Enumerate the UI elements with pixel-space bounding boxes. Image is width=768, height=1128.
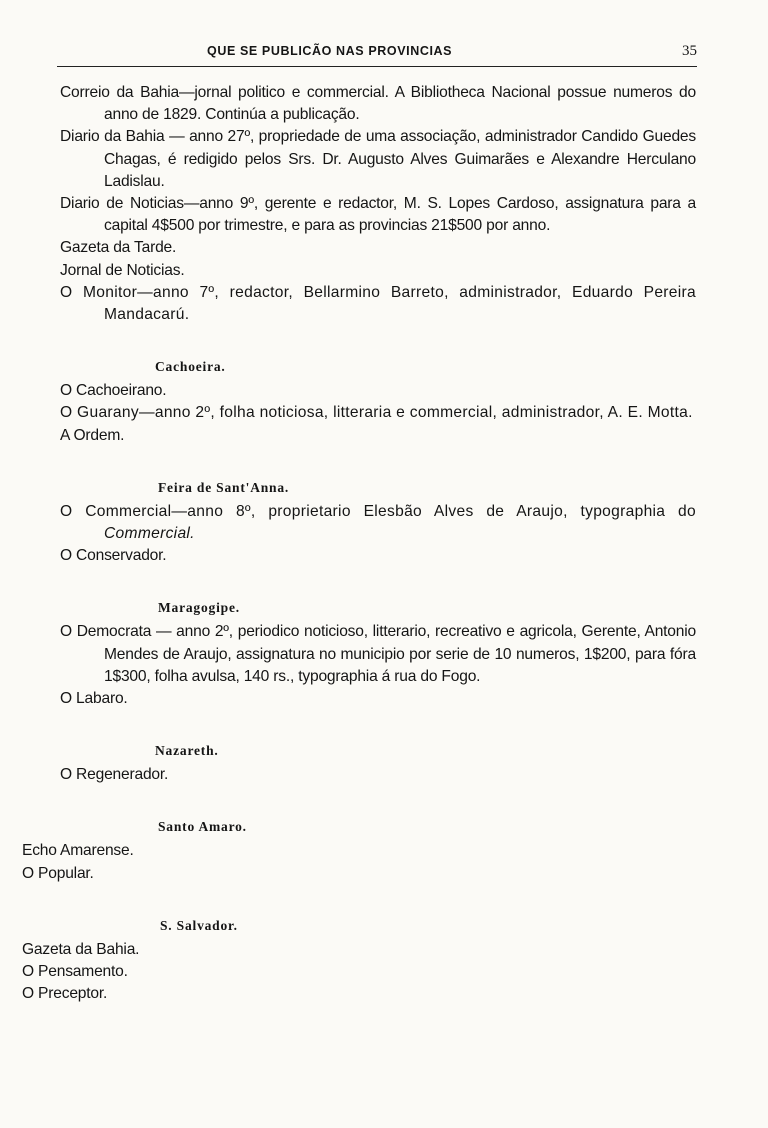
running-title: QUE SE PUBLICÃO NAS PROVINCIAS <box>207 44 453 58</box>
place-heading-nazareth: Nazareth. <box>155 743 219 759</box>
entry-gazeta-da-tarde: Gazeta da Tarde. <box>60 239 177 257</box>
page-body <box>22 82 696 1005</box>
entry-o-pensamento: O Pensamento. <box>22 963 128 981</box>
entry-diario-da-bahia: Diario da Bahia — anno 27º, propriedade de uma associação, administrador Candido Guedes Chagas, é redigido pelos Srs. Dr. Augusto Alves Guimarães e Alexandre Herculano Ladislau. <box>60 128 696 190</box>
entry-o-conservador: O Conservador. <box>60 547 167 565</box>
entry-correio-da-bahia: Correio da Bahia—jornal politico e commercial. A Bibliotheca Nacional possue numeros do anno de 1829. Continúa a publicação. <box>60 84 696 124</box>
page-number: 35 <box>682 43 697 59</box>
entry-o-labaro: O Labaro. <box>60 690 128 708</box>
place-heading-maragogipe: Maragogipe. <box>158 600 240 616</box>
entry-o-democrata: O Democrata — anno 2º, periodico noticioso, litterario, recreativo e agricola, Gerente, Antonio Mendes de Araujo, assignatura no municipio por serie de 10 numeros, 1$200, para fóra 1$300, folha avulsa, 140 rs., typographia á rua do Fogo. <box>60 623 696 685</box>
section-feira-de-santanna <box>60 477 696 568</box>
entry-o-cachoeirano: O Cachoeirano. <box>60 382 167 400</box>
entry-o-commercial <box>60 501 696 545</box>
place-heading-cachoeira: Cachoeira. <box>155 359 226 375</box>
entry-a-ordem: A Ordem. <box>60 426 125 444</box>
section-bahia <box>60 82 696 326</box>
entry-gazeta-da-bahia: Gazeta da Bahia. <box>22 940 140 958</box>
entry-o-commercial-italic: Commercial. <box>104 525 195 543</box>
section-santo-amaro <box>22 816 696 884</box>
entry-jornal-de-noticias: Jornal de Noticias. <box>60 261 185 279</box>
place-heading-santo-amaro: Santo Amaro. <box>158 819 247 835</box>
entry-o-regenerador: O Regenerador. <box>60 766 169 784</box>
page-header <box>57 42 697 67</box>
entry-o-popular: O Popular. <box>22 864 94 882</box>
entry-echo-amarense: Echo Amarense. <box>22 842 134 860</box>
section-nazareth <box>60 740 696 786</box>
entry-o-guarany: O Guarany—anno 2º, folha noticiosa, litteraria e commercial, administrador, A. E. Motta. <box>60 404 693 422</box>
section-cachoeira <box>60 356 696 447</box>
entry-o-commercial-text: O Commercial—anno 8º, proprietario Elesbão Alves de Araujo, typographia do <box>60 502 696 520</box>
entry-o-preceptor: O Preceptor. <box>22 985 108 1003</box>
place-heading-feira-de-santanna: Feira de Sant'Anna. <box>158 479 290 495</box>
section-maragogipe <box>60 597 696 710</box>
section-s-salvador <box>22 915 696 1006</box>
place-heading-s-salvador: S. Salvador. <box>160 917 238 933</box>
entry-o-monitor: O Monitor—anno 7º, redactor, Bellarmino Barreto, administrador, Eduardo Pereira Mandacarú. <box>60 283 696 324</box>
entry-diario-de-noticias: Diario de Noticias—anno 9º, gerente e redactor, M. S. Lopes Cardoso, assignatura para a capital 4$500 por trimestre, e para as provincias 21$500 por anno. <box>60 195 696 235</box>
